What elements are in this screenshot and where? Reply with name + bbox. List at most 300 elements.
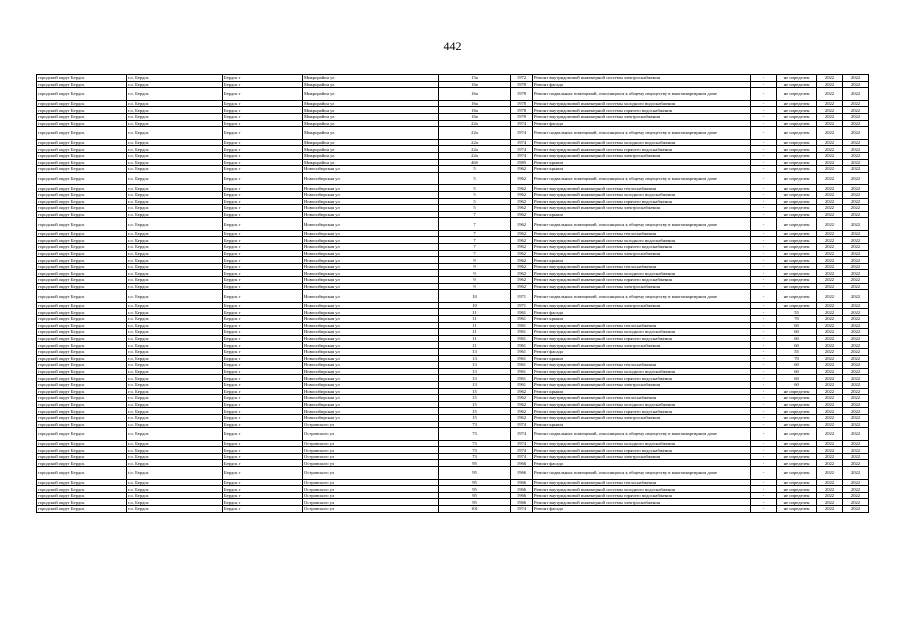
- volume-cell: -: [751, 302, 777, 309]
- cost-cell: 60: [777, 335, 817, 342]
- work-type-cell: Ремонт фасада: [533, 120, 751, 127]
- municipality-cell: городской округ Бердск: [37, 211, 127, 218]
- cost-cell: не определен: [777, 120, 817, 127]
- house-number-cell: 11: [439, 342, 511, 349]
- start-year-cell: 2022: [817, 348, 843, 355]
- work-type-cell: Ремонт внутридомовой инженерной системы электроснабжения: [533, 113, 751, 120]
- end-year-cell: 2022: [843, 257, 869, 264]
- work-type-cell: Ремонт подвальных помещений, относящихся к общему имуществу в многоквартирном доме: [533, 290, 751, 303]
- end-year-cell: 2022: [843, 395, 869, 402]
- street-cell: Новосибирская ул: [303, 270, 439, 277]
- end-year-cell: 2022: [843, 205, 869, 212]
- start-year-cell: 2022: [817, 270, 843, 277]
- city-cell: Бердск г: [223, 191, 303, 198]
- municipality-cell: городской округ Бердск: [37, 309, 127, 316]
- work-type-cell: Ремонт внутридомовой инженерной системы горячего водоснабжения: [533, 335, 751, 342]
- house-number-cell: 11: [439, 335, 511, 342]
- street-cell: Островского ул: [303, 460, 439, 467]
- work-type-cell: Ремонт внутридомовой инженерной системы горячего водоснабжения: [533, 107, 751, 114]
- volume-cell: -: [751, 100, 777, 107]
- table-row: [37, 270, 869, 277]
- street-cell: Новосибирская ул: [303, 283, 439, 290]
- start-year-cell: 2022: [817, 100, 843, 107]
- municipality-cell: городской округ Бердск: [37, 172, 127, 185]
- build-year-cell: 1971: [511, 290, 533, 303]
- municipality-cell: городской округ Бердск: [37, 348, 127, 355]
- table-row: [37, 81, 869, 88]
- city-cell: Бердск г: [223, 388, 303, 395]
- municipality-cell: городской округ Бердск: [37, 401, 127, 408]
- end-year-cell: 2022: [843, 127, 869, 140]
- municipality-cell: городской округ Бердск: [37, 237, 127, 244]
- end-year-cell: 2022: [843, 277, 869, 284]
- start-year-cell: 2022: [817, 335, 843, 342]
- municipality-cell: городской округ Бердск: [37, 120, 127, 127]
- house-number-cell: 11: [439, 322, 511, 329]
- city-cell: Бердск г: [223, 375, 303, 382]
- table-row: [37, 277, 869, 284]
- municipality-cell: городской округ Бердск: [37, 414, 127, 421]
- municipality-cell: городской округ Бердск: [37, 355, 127, 362]
- settlement-cell: г.о. Бердск: [127, 335, 223, 342]
- cost-cell: не определен: [777, 211, 817, 218]
- table-row: [37, 329, 869, 336]
- settlement-cell: г.о. Бердск: [127, 244, 223, 251]
- house-number-cell: 95: [439, 486, 511, 493]
- city-cell: Бердск г: [223, 492, 303, 499]
- settlement-cell: г.о. Бердск: [127, 88, 223, 101]
- end-year-cell: 2022: [843, 120, 869, 127]
- start-year-cell: 2022: [817, 408, 843, 415]
- cost-cell: не определен: [777, 290, 817, 303]
- build-year-cell: 1974: [511, 453, 533, 460]
- street-cell: Островского ул: [303, 453, 439, 460]
- end-year-cell: 2022: [843, 191, 869, 198]
- end-year-cell: 2022: [843, 479, 869, 486]
- table-row: [37, 146, 869, 153]
- volume-cell: -: [751, 218, 777, 231]
- municipality-cell: городской округ Бердск: [37, 166, 127, 173]
- start-year-cell: 2022: [817, 479, 843, 486]
- cost-cell: не определен: [777, 244, 817, 251]
- volume-cell: -: [751, 428, 777, 441]
- volume-cell: -: [751, 277, 777, 284]
- start-year-cell: 2022: [817, 460, 843, 467]
- volume-cell: -: [751, 395, 777, 402]
- street-cell: Островского ул: [303, 467, 439, 480]
- volume-cell: -: [751, 191, 777, 198]
- volume-cell: -: [751, 283, 777, 290]
- municipality-cell: городской округ Бердск: [37, 113, 127, 120]
- house-number-cell: 9: [439, 277, 511, 284]
- table-row: [37, 120, 869, 127]
- build-year-cell: 1978: [511, 100, 533, 107]
- street-cell: Микрорайон ул: [303, 88, 439, 101]
- municipality-cell: городской округ Бердск: [37, 290, 127, 303]
- build-year-cell: 1962: [511, 198, 533, 205]
- build-year-cell: 1961: [511, 329, 533, 336]
- start-year-cell: 2022: [817, 139, 843, 146]
- settlement-cell: г.о. Бердск: [127, 479, 223, 486]
- cost-cell: не определен: [777, 395, 817, 402]
- street-cell: Новосибирская ул: [303, 172, 439, 185]
- table-row: [37, 479, 869, 486]
- municipality-cell: городской округ Бердск: [37, 139, 127, 146]
- table-row: [37, 428, 869, 441]
- municipality-cell: городской округ Бердск: [37, 75, 127, 82]
- work-type-cell: Ремонт внутридомовой инженерной системы холодного водоснабжения: [533, 368, 751, 375]
- street-cell: Новосибирская ул: [303, 198, 439, 205]
- house-number-cell: 13: [439, 375, 511, 382]
- start-year-cell: 2022: [817, 492, 843, 499]
- house-number-cell: 5: [439, 205, 511, 212]
- municipality-cell: городской округ Бердск: [37, 388, 127, 395]
- house-number-cell: 101: [439, 506, 511, 513]
- work-type-cell: Ремонт внутридомовой инженерной системы горячего водоснабжения: [533, 244, 751, 251]
- municipality-cell: городской округ Бердск: [37, 335, 127, 342]
- work-type-cell: Ремонт крыши: [533, 211, 751, 218]
- work-type-cell: Ремонт крыши: [533, 316, 751, 323]
- house-number-cell: 73: [439, 421, 511, 428]
- city-cell: Бердск г: [223, 355, 303, 362]
- street-cell: Новосибирская ул: [303, 230, 439, 237]
- city-cell: Бердск г: [223, 421, 303, 428]
- municipality-cell: городской округ Бердск: [37, 127, 127, 140]
- settlement-cell: г.о. Бердск: [127, 440, 223, 447]
- house-number-cell: 73: [439, 440, 511, 447]
- start-year-cell: 2022: [817, 237, 843, 244]
- street-cell: Новосибирская ул: [303, 368, 439, 375]
- cost-cell: не определен: [777, 205, 817, 212]
- house-number-cell: 13: [439, 381, 511, 388]
- cost-cell: 70: [777, 355, 817, 362]
- build-year-cell: 1974: [511, 428, 533, 441]
- street-cell: Новосибирская ул: [303, 290, 439, 303]
- house-number-cell: 15: [439, 388, 511, 395]
- street-cell: Микрорайон ул: [303, 81, 439, 88]
- cost-cell: не определен: [777, 172, 817, 185]
- street-cell: Новосибирская ул: [303, 381, 439, 388]
- end-year-cell: 2022: [843, 381, 869, 388]
- end-year-cell: 2022: [843, 375, 869, 382]
- house-number-cell: 9: [439, 263, 511, 270]
- house-number-cell: 15: [439, 395, 511, 402]
- volume-cell: -: [751, 460, 777, 467]
- end-year-cell: 2022: [843, 492, 869, 499]
- table-row: [37, 185, 869, 192]
- start-year-cell: 2022: [817, 277, 843, 284]
- end-year-cell: 2022: [843, 81, 869, 88]
- cost-cell: 60: [777, 342, 817, 349]
- start-year-cell: 2022: [817, 453, 843, 460]
- house-number-cell: 95: [439, 499, 511, 506]
- street-cell: Новосибирская ул: [303, 342, 439, 349]
- street-cell: Новосибирская ул: [303, 309, 439, 316]
- build-year-cell: 1978: [511, 81, 533, 88]
- house-number-cell: 7: [439, 230, 511, 237]
- settlement-cell: г.о. Бердск: [127, 277, 223, 284]
- end-year-cell: 2022: [843, 198, 869, 205]
- municipality-cell: городской округ Бердск: [37, 486, 127, 493]
- table-row: [37, 467, 869, 480]
- cost-cell: не определен: [777, 486, 817, 493]
- street-cell: Новосибирская ул: [303, 277, 439, 284]
- build-year-cell: 1961: [511, 362, 533, 369]
- street-cell: Островского ул: [303, 479, 439, 486]
- settlement-cell: г.о. Бердск: [127, 467, 223, 480]
- street-cell: Микрорайон ул: [303, 100, 439, 107]
- cost-cell: не определен: [777, 127, 817, 140]
- settlement-cell: г.о. Бердск: [127, 257, 223, 264]
- build-year-cell: 1962: [511, 172, 533, 185]
- city-cell: Бердск г: [223, 218, 303, 231]
- end-year-cell: 2022: [843, 100, 869, 107]
- table-row: [37, 408, 869, 415]
- build-year-cell: 1962: [511, 263, 533, 270]
- house-number-cell: 95: [439, 492, 511, 499]
- city-cell: Бердск г: [223, 440, 303, 447]
- volume-cell: -: [751, 322, 777, 329]
- city-cell: Бердск г: [223, 329, 303, 336]
- work-type-cell: Ремонт крыши: [533, 159, 751, 166]
- end-year-cell: 2022: [843, 185, 869, 192]
- start-year-cell: 2022: [817, 428, 843, 441]
- municipality-cell: городской округ Бердск: [37, 421, 127, 428]
- cost-cell: не определен: [777, 250, 817, 257]
- city-cell: Бердск г: [223, 428, 303, 441]
- start-year-cell: 2022: [817, 185, 843, 192]
- volume-cell: -: [751, 348, 777, 355]
- start-year-cell: 2022: [817, 290, 843, 303]
- house-number-cell: 5: [439, 191, 511, 198]
- house-number-cell: 95: [439, 460, 511, 467]
- table-row: [37, 107, 869, 114]
- city-cell: Бердск г: [223, 120, 303, 127]
- work-type-cell: Ремонт фасада: [533, 309, 751, 316]
- table-row: [37, 486, 869, 493]
- build-year-cell: 1961: [511, 342, 533, 349]
- city-cell: Бердск г: [223, 152, 303, 159]
- municipality-cell: городской округ Бердск: [37, 408, 127, 415]
- settlement-cell: г.о. Бердск: [127, 211, 223, 218]
- street-cell: Новосибирская ул: [303, 335, 439, 342]
- volume-cell: -: [751, 152, 777, 159]
- volume-cell: -: [751, 198, 777, 205]
- end-year-cell: 2022: [843, 368, 869, 375]
- street-cell: Микрорайон ул: [303, 139, 439, 146]
- settlement-cell: г.о. Бердск: [127, 146, 223, 153]
- end-year-cell: 2022: [843, 290, 869, 303]
- work-type-cell: Ремонт внутридомовой инженерной системы горячего водоснабжения: [533, 408, 751, 415]
- street-cell: Новосибирская ул: [303, 257, 439, 264]
- work-type-cell: Ремонт внутридомовой инженерной системы горячего водоснабжения: [533, 198, 751, 205]
- cost-cell: не определен: [777, 263, 817, 270]
- build-year-cell: 1962: [511, 244, 533, 251]
- municipality-cell: городской округ Бердск: [37, 362, 127, 369]
- city-cell: Бердск г: [223, 381, 303, 388]
- works-table: [36, 74, 869, 513]
- work-type-cell: Ремонт внутридомовой инженерной системы холодного водоснабжения: [533, 486, 751, 493]
- start-year-cell: 2022: [817, 81, 843, 88]
- cost-cell: не определен: [777, 467, 817, 480]
- build-year-cell: 1962: [511, 218, 533, 231]
- street-cell: Новосибирская ул: [303, 191, 439, 198]
- house-number-cell: 9: [439, 283, 511, 290]
- volume-cell: -: [751, 499, 777, 506]
- start-year-cell: 2022: [817, 375, 843, 382]
- volume-cell: -: [751, 244, 777, 251]
- table-row: [37, 263, 869, 270]
- end-year-cell: 2022: [843, 270, 869, 277]
- house-number-cell: 22а: [439, 146, 511, 153]
- settlement-cell: г.о. Бердск: [127, 309, 223, 316]
- house-number-cell: 16а: [439, 81, 511, 88]
- cost-cell: не определен: [777, 421, 817, 428]
- municipality-cell: городской округ Бердск: [37, 185, 127, 192]
- end-year-cell: 2022: [843, 414, 869, 421]
- volume-cell: -: [751, 492, 777, 499]
- volume-cell: -: [751, 355, 777, 362]
- cost-cell: 60: [777, 362, 817, 369]
- volume-cell: -: [751, 270, 777, 277]
- work-type-cell: Ремонт внутридомовой инженерной системы холодного водоснабжения: [533, 100, 751, 107]
- work-type-cell: Ремонт внутридомовой инженерной системы теплоснабжения: [533, 362, 751, 369]
- municipality-cell: городской округ Бердск: [37, 244, 127, 251]
- city-cell: Бердск г: [223, 395, 303, 402]
- municipality-cell: городской округ Бердск: [37, 453, 127, 460]
- volume-cell: -: [751, 139, 777, 146]
- start-year-cell: 2022: [817, 309, 843, 316]
- build-year-cell: 1971: [511, 302, 533, 309]
- municipality-cell: городской округ Бердск: [37, 302, 127, 309]
- volume-cell: -: [751, 309, 777, 316]
- work-type-cell: Ремонт внутридомовой инженерной системы электроснабжения: [533, 250, 751, 257]
- build-year-cell: 1962: [511, 257, 533, 264]
- build-year-cell: 1962: [511, 205, 533, 212]
- house-number-cell: 16а: [439, 107, 511, 114]
- build-year-cell: 1974: [511, 152, 533, 159]
- build-year-cell: 1962: [511, 395, 533, 402]
- municipality-cell: городской округ Бердск: [37, 283, 127, 290]
- city-cell: Бердск г: [223, 205, 303, 212]
- table-row: [37, 211, 869, 218]
- city-cell: Бердск г: [223, 185, 303, 192]
- settlement-cell: г.о. Бердск: [127, 283, 223, 290]
- volume-cell: -: [751, 211, 777, 218]
- start-year-cell: 2022: [817, 467, 843, 480]
- cost-cell: не определен: [777, 283, 817, 290]
- end-year-cell: 2022: [843, 88, 869, 101]
- street-cell: Островского ул: [303, 421, 439, 428]
- settlement-cell: г.о. Бердск: [127, 250, 223, 257]
- table-row: [37, 322, 869, 329]
- settlement-cell: г.о. Бердск: [127, 362, 223, 369]
- cost-cell: не определен: [777, 506, 817, 513]
- work-type-cell: Ремонт внутридомовой инженерной системы электроснабжения: [533, 152, 751, 159]
- volume-cell: -: [751, 107, 777, 114]
- house-number-cell: 16а: [439, 100, 511, 107]
- house-number-cell: 22а: [439, 152, 511, 159]
- volume-cell: -: [751, 230, 777, 237]
- cost-cell: не определен: [777, 166, 817, 173]
- municipality-cell: городской округ Бердск: [37, 316, 127, 323]
- cost-cell: не определен: [777, 302, 817, 309]
- work-type-cell: Ремонт подвальных помещений, относящихся к общему имуществу в многоквартирном доме: [533, 127, 751, 140]
- table-row: [37, 447, 869, 454]
- settlement-cell: г.о. Бердск: [127, 139, 223, 146]
- work-type-cell: Ремонт внутридомовой инженерной системы холодного водоснабжения: [533, 191, 751, 198]
- street-cell: Островского ул: [303, 492, 439, 499]
- volume-cell: -: [751, 88, 777, 101]
- end-year-cell: 2022: [843, 146, 869, 153]
- work-type-cell: Ремонт внутридомовой инженерной системы теплоснабжения: [533, 322, 751, 329]
- street-cell: Новосибирская ул: [303, 408, 439, 415]
- house-number-cell: 5: [439, 198, 511, 205]
- house-number-cell: 5: [439, 166, 511, 173]
- municipality-cell: городской округ Бердск: [37, 479, 127, 486]
- table-row: [37, 237, 869, 244]
- table-row: [37, 139, 869, 146]
- house-number-cell: 73: [439, 453, 511, 460]
- street-cell: Островского ул: [303, 486, 439, 493]
- settlement-cell: г.о. Бердск: [127, 447, 223, 454]
- volume-cell: -: [751, 159, 777, 166]
- table-row: [37, 172, 869, 185]
- municipality-cell: городской округ Бердск: [37, 467, 127, 480]
- start-year-cell: 2022: [817, 342, 843, 349]
- build-year-cell: 1978: [511, 107, 533, 114]
- volume-cell: -: [751, 486, 777, 493]
- house-number-cell: 11: [439, 329, 511, 336]
- city-cell: Бердск г: [223, 75, 303, 82]
- street-cell: Новосибирская ул: [303, 211, 439, 218]
- settlement-cell: г.о. Бердск: [127, 191, 223, 198]
- settlement-cell: г.о. Бердск: [127, 302, 223, 309]
- end-year-cell: 2022: [843, 388, 869, 395]
- municipality-cell: городской округ Бердск: [37, 395, 127, 402]
- end-year-cell: 2022: [843, 172, 869, 185]
- settlement-cell: г.о. Бердск: [127, 127, 223, 140]
- settlement-cell: г.о. Бердск: [127, 388, 223, 395]
- municipality-cell: городской округ Бердск: [37, 440, 127, 447]
- city-cell: Бердск г: [223, 368, 303, 375]
- end-year-cell: 2022: [843, 355, 869, 362]
- build-year-cell: 1962: [511, 230, 533, 237]
- end-year-cell: 2022: [843, 263, 869, 270]
- cost-cell: не определен: [777, 408, 817, 415]
- municipality-cell: городской округ Бердск: [37, 270, 127, 277]
- start-year-cell: 2022: [817, 322, 843, 329]
- build-year-cell: 1974: [511, 120, 533, 127]
- start-year-cell: 2022: [817, 302, 843, 309]
- build-year-cell: 1972: [511, 75, 533, 82]
- city-cell: Бердск г: [223, 322, 303, 329]
- work-type-cell: Ремонт внутридомовой инженерной системы горячего водоснабжения: [533, 375, 751, 382]
- volume-cell: -: [751, 335, 777, 342]
- table-row: [37, 401, 869, 408]
- street-cell: Микрорайон ул: [303, 146, 439, 153]
- street-cell: Новосибирская ул: [303, 375, 439, 382]
- table-row: [37, 381, 869, 388]
- start-year-cell: 2022: [817, 355, 843, 362]
- table-row: [37, 395, 869, 402]
- table-row: [37, 198, 869, 205]
- street-cell: Микрорайон ул: [303, 152, 439, 159]
- build-year-cell: 1974: [511, 440, 533, 447]
- work-type-cell: Ремонт внутридомовой инженерной системы электроснабжения: [533, 283, 751, 290]
- cost-cell: не определен: [777, 499, 817, 506]
- start-year-cell: 2022: [817, 388, 843, 395]
